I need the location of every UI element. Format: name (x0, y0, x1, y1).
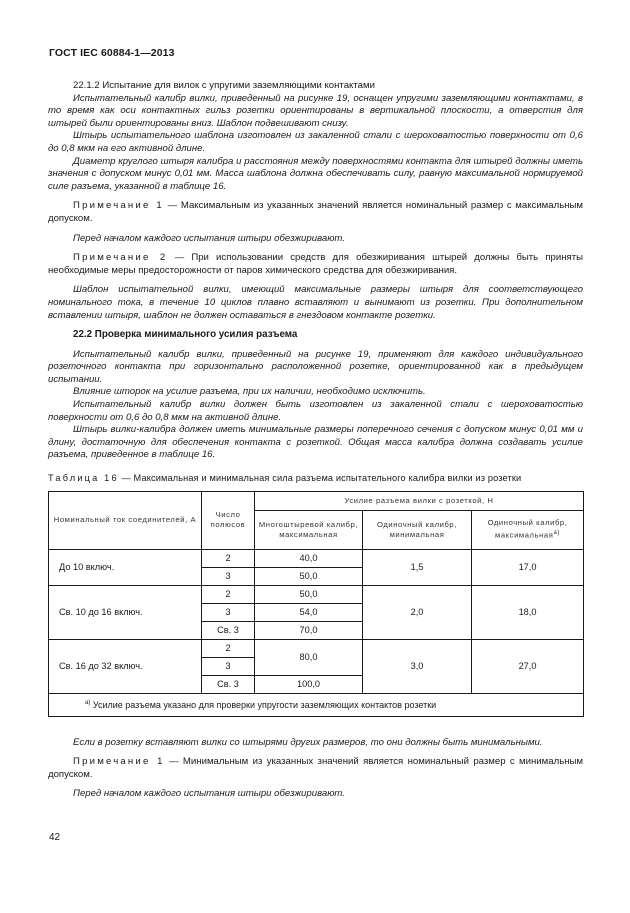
paragraph: Испытательный калибр вилки, приведенный на рисунке 19, применяют для каждого индивидуального розеточного контакта при горизонтально расположенной розетке, ориентированной как в предыдущем испытании. (48, 348, 583, 385)
table-caption-label: Таблица 16 (48, 473, 119, 484)
paragraph: Испытательный калибр вилки должен быть изготовлен из закаленной стали с шероховатостью поверхности от 0,6 до 0,8 мкм на активной длине. (48, 399, 583, 423)
paragraph: Влияние шторок на усилие разъема, при их наличии, необходимо исключить. (73, 386, 426, 398)
single-min-cell: 3,0 (363, 639, 472, 693)
paragraph: Диаметр круглого штыря калибра и расстояния между поверхностями контакта для штырей должны иметь значения с допуском минус 0,01 мм. Масса шаблона должна обеспечивать силу, равную максимальной нормируемой силе разъема, указанной в таблице 16. (48, 155, 583, 192)
poles-cell: 3 (202, 657, 255, 675)
note-text: — При использовании средств для обезжиривания штырей должны быть приняты необходимые меры предосторожности от паров химического средства для обезжиривания. (48, 252, 583, 276)
table-caption-text: — Максимальная и минимальная сила разъема испытательного калибра вилки из розетки (118, 473, 522, 484)
header-single-max (472, 510, 584, 549)
header-single-max-text: Одиночный калибр, максимальная (487, 518, 568, 540)
row-group-label: Св. 16 до 32 включ. (49, 639, 202, 693)
table-caption (48, 472, 583, 485)
table-footnote (49, 693, 584, 716)
multi-cell: 50,0 (255, 585, 363, 603)
poles-cell: 3 (202, 603, 255, 621)
section-22-1-2-title: 22.1.2 Испытание для вилок с упругими заземляющими контактами (73, 80, 375, 91)
row-group-label: До 10 включ. (49, 549, 202, 585)
single-max-cell: 27,0 (472, 639, 584, 693)
single-max-cell: 18,0 (472, 585, 584, 639)
note-label: Примечание 2 (73, 252, 168, 264)
footnote-text: Усилие разъема указано для проверки упругости заземляющих контактов розетки (90, 700, 437, 711)
paragraph: Перед началом каждого испытания штыри обезжиривают. (73, 232, 345, 244)
document-body (48, 80, 583, 801)
multi-cell: 100,0 (255, 675, 363, 693)
header-multi: Многоштыревой калибр, максимальная (255, 510, 363, 549)
header-current: Номинальный ток соединителей, А (49, 491, 202, 549)
paragraph: Штырь вилки-калибра должен иметь минимальные размеры поперечного сечения с допуском минус 0,01 мм и длину, достаточную для обеспечения контакта с розеткой. Общая масса калибра должна создавать усилие разъема, приведенное в таблице 16. (48, 424, 583, 461)
paragraph: Штырь испытательного шаблона изготовлен из закаленной стали с шероховатостью поверхности от 0,6 до 0,8 мкм на его активной длине. (48, 130, 583, 154)
document-header: ГОСТ IEC 60884-1—2013 (49, 47, 175, 59)
section-22-2-title: 22.2 Проверка минимального усилия разъема (73, 329, 298, 341)
note-2 (48, 252, 583, 277)
footnote-mark: а) (85, 700, 91, 707)
note-text: — Минимальным из указанных значений является номинальный размер с минимальным допуском. (48, 756, 583, 780)
poles-cell: Св. 3 (202, 675, 255, 693)
poles-cell: 2 (202, 639, 255, 657)
single-max-cell: 17,0 (472, 549, 584, 585)
paragraph: Шаблон испытательной вилки, имеющий максимальные размеры штыря для соответствующего номинального тока, в течение 10 циклов плавно вставляют и вынимают из розетки. При дополнительном вставлении штыря, шаблон не должен оставаться в гнездовом контакте розетки. (48, 284, 583, 321)
paragraph: Перед началом каждого испытания штыри обезжиривают. (73, 788, 345, 800)
poles-cell: 2 (202, 549, 255, 567)
poles-cell: 3 (202, 567, 255, 585)
multi-cell: 40,0 (255, 549, 363, 567)
multi-cell: 70,0 (255, 621, 363, 639)
table-16 (48, 491, 584, 717)
paragraph: Испытательный калибр вилки, приведенный на рисунке 19, оснащен упругими заземляющими контактами, в то время как оси контактных гильз розетки ориентированы в вертикальной плоскости, а отверстия для штырей были ориентированы вниз. Шаблон подвешивают снизу. (48, 92, 583, 129)
header-force: Усилие разъема вилки с розеткой, Н (255, 491, 584, 510)
poles-cell: 2 (202, 585, 255, 603)
header-single-min: Одиночный калибр, минимальная (363, 510, 472, 549)
note-label: Примечание 1 (73, 200, 164, 212)
poles-cell: Св. 3 (202, 621, 255, 639)
paragraph: Если в розетку вставляют вилки со штырями других размеров, то они должны быть минимальными. (73, 736, 543, 748)
row-group-label: Св. 10 до 16 включ. (49, 585, 202, 639)
single-min-cell: 1,5 (363, 549, 472, 585)
page-number: 42 (49, 832, 61, 843)
note-1-min (48, 756, 583, 781)
multi-cell: 50,0 (255, 567, 363, 585)
multi-cell: 54,0 (255, 603, 363, 621)
note-text: — Максимальным из указанных значений является номинальный размер с максимальным допуском. (48, 200, 583, 224)
note-label: Примечание 1 (73, 756, 165, 768)
header-poles: Число полюсов (202, 491, 255, 549)
multi-cell: 80,0 (255, 639, 363, 675)
single-min-cell: 2,0 (363, 585, 472, 639)
footnote-ref: а) (553, 530, 561, 537)
note-1 (48, 200, 583, 225)
